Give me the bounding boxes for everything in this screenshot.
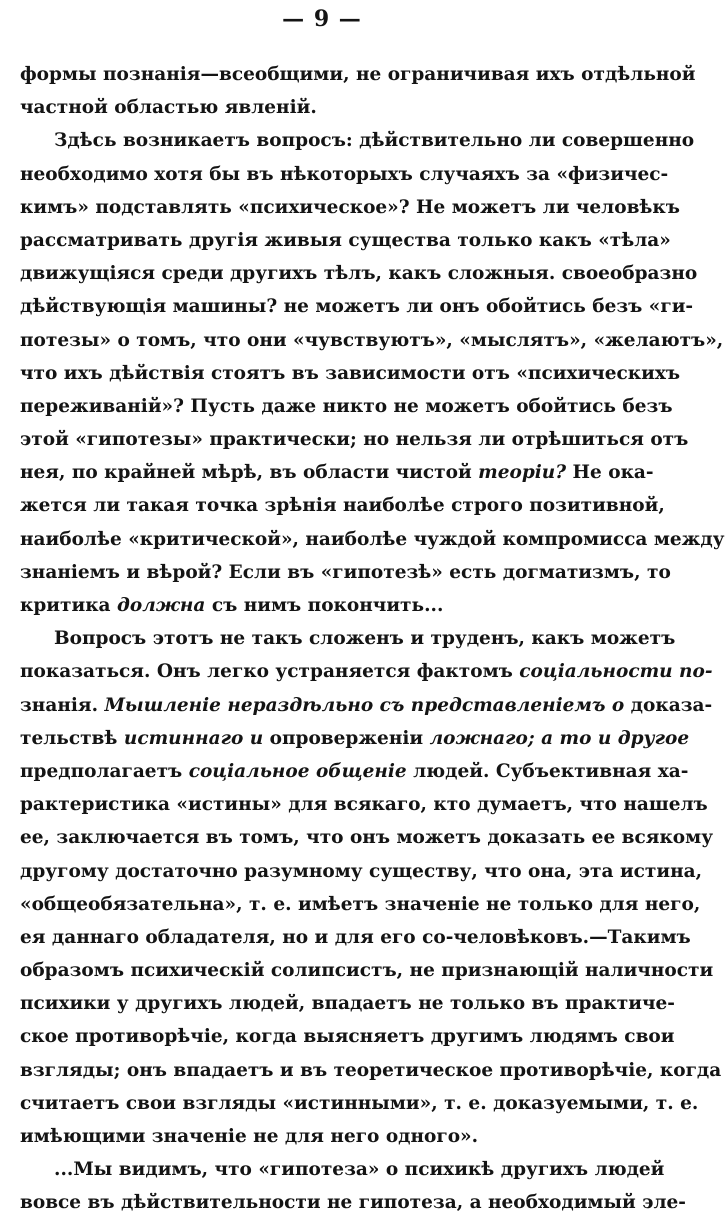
italic-emphasis: истиннаго и — [117, 727, 270, 749]
text-line: дѣйствующія машины? не можетъ ли онъ обойтись безъ «ги- — [20, 296, 694, 318]
italic-emphasis: ложнаго; а то и другое — [423, 727, 690, 749]
text-line: психики у другихъ людей, впадаетъ не только въ практиче- — [20, 993, 675, 1015]
text-line: кимъ» подставлять «психическое»? Не можетъ ли человѣкъ — [20, 196, 680, 218]
text-line: рактеристика «истины» для всякаго, кто думаетъ, что нашелъ — [20, 794, 708, 816]
text-line: знаніемъ и вѣрой? Если въ «гипотезѣ» есть догматизмъ, то — [20, 561, 671, 583]
text-line: необходимо хотя бы въ нѣкоторыхъ случаяхъ за «физичес- — [20, 163, 669, 185]
text-line: наиболѣе «критической», наиболѣе чуждой компромисса между — [20, 528, 725, 550]
page-body-text — [20, 58, 725, 1220]
text-line: переживаній»? Пусть даже никто не можетъ обойтись безъ — [20, 395, 673, 417]
text-line: считаетъ свои взгляды «истинными», т. е. доказуемыми, т. е. — [20, 1092, 699, 1114]
text-line: формы познанія—всеобщими, не ограничивая ихъ отдѣльной — [20, 64, 696, 85]
text-line: вовсе въ дѣйствительности не гипотеза, а необходимый эле- — [20, 1192, 686, 1214]
italic-emphasis: Мышленіе нераздѣльно съ представленіемъ о — [98, 694, 631, 716]
text-line: ...Мы видимъ, что «гипотеза» о психикѣ другихъ людей — [54, 1159, 665, 1181]
text-line: «общеобязательна», т. е. имѣетъ значеніе не только для него, — [20, 893, 701, 915]
text-line: знанія. Мышленіе нераздѣльно съ представленіемъ о доказа- — [20, 694, 713, 716]
text-line: ское противорѣчіе, когда выясняетъ другимъ людямъ свои — [20, 1026, 675, 1048]
text-line: взгляды; онъ впадаетъ и въ теоретическое противорѣчіе, когда — [20, 1059, 722, 1081]
text-line: тельствѣ истиннаго и опроверженіи ложнаго; а то и другое — [20, 727, 690, 749]
text-line: Вопросъ этотъ не такъ сложенъ и труденъ, какъ можетъ — [54, 628, 676, 650]
text-line: частной областью явленій. — [20, 97, 317, 119]
text-line: предполагаетъ соціальное общеніе людей. Субъективная ха- — [20, 760, 689, 782]
text-line: образомъ психическій солипсистъ, не признающій наличности — [20, 960, 714, 982]
text-line: Здѣсь возникаетъ вопросъ: дѣйствительно ли совершенно — [54, 130, 695, 152]
page-number: — 9 — — [282, 6, 362, 32]
text-line: что ихъ дѣйствія стоятъ въ зависимости отъ «психическихъ — [20, 362, 681, 384]
text-line: нея, по крайней мѣрѣ, въ области чистой теоріи? Не ока- — [20, 462, 654, 484]
text-line: жется ли такая точка зрѣнія наиболѣе строго позитивной, — [20, 495, 665, 517]
italic-emphasis: соціальное общеніе — [188, 760, 407, 782]
text-line: этой «гипотезы» практически; но нельзя ли отрѣшиться отъ — [20, 429, 689, 451]
text-line: показаться. Онъ легко устраняется фактомъ соціальности по- — [20, 661, 713, 683]
text-line: имѣющими значеніе не для него одного». — [20, 1126, 479, 1147]
italic-emphasis: соціальности по- — [519, 661, 713, 683]
text-line: потезы» о томъ, что они «чувствуютъ», «мыслятъ», «желаютъ», — [20, 329, 724, 351]
text-line: ея даннаго обладателя, но и для его со-человѣковъ.—Такимъ — [20, 926, 691, 948]
italic-emphasis: должна — [117, 595, 206, 616]
text-line: критика должна съ нимъ покончить... — [20, 595, 444, 616]
text-line: движущіяся среди другихъ тѣлъ, какъ сложныя. своеобразно — [20, 263, 698, 285]
text-line: другому достаточно разумному существу, что она, эта истина, — [20, 860, 703, 882]
text-line: рассматривать другія живыя существа только какъ «тѣла» — [20, 229, 671, 251]
italic-emphasis: теоріи? — [478, 462, 567, 484]
text-line: ее, заключается въ томъ, что онъ можетъ доказать ее всякому — [20, 827, 714, 849]
